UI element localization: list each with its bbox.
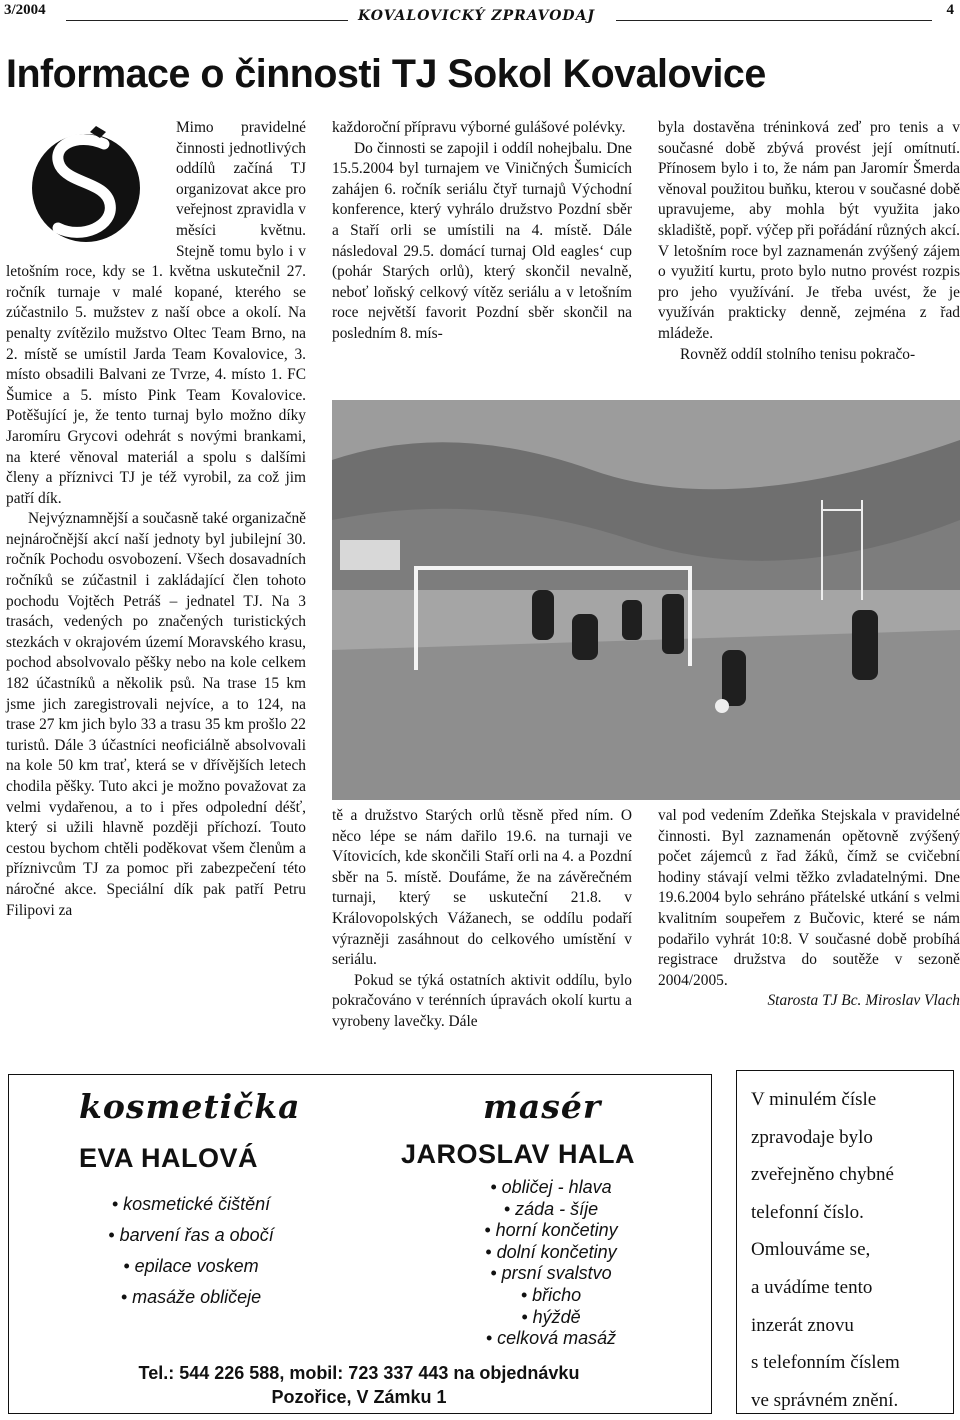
notice-line: ve správném znění. xyxy=(751,1389,899,1411)
signature: Starosta TJ Bc. Miroslav Vlach xyxy=(767,992,960,1010)
notice-line: a uvádíme tento xyxy=(751,1276,873,1298)
notice-line: telefonní číslo. xyxy=(751,1201,864,1223)
service-item: • kosmetické čištění xyxy=(111,1194,271,1214)
service-item: • záda - šíje xyxy=(503,1198,599,1219)
notice-line: V minulém čísle xyxy=(751,1089,877,1110)
paragraph: Rovněž oddíl stolního tenisu pokračo- xyxy=(680,345,916,363)
photo-illustration xyxy=(332,400,960,800)
paragraph: tě a družstvo Starých orlů těsně před ním. O něco lépe se nám dařilo 19.6. na turnaji ve Vítovicích, kde skončili Staří orli na 4. a Pozdní sběr na 5. místě. Doufáme, že na závěrečném turnaji, který se uskuteční 21.8. v Královopolských Vážanech, se oddílu podaří výrazněji zasáhnout do celkového umístění v seriálu. xyxy=(332,807,632,969)
notice-line: inzerát znovu xyxy=(751,1314,854,1336)
paragraph: val pod vedením Zdeňka Stejskala v pravidelné činnosti. Byl zaznamenán opětovně zvýšený počet zájemců z řad žáků, čímž se cvičební hodiny stávají velmi těžko zvladatelnými. Dne 19.6.2004 bylo sehráno přátelské utkání s velmi kvalitním soupeřem z Bučovic, které se nám podařilo vyhrát 10:8. V současné době probíhá registrace družstva do soutěže v sezoně 2004/2005. xyxy=(658,807,960,989)
issue-number: 3/2004 xyxy=(4,2,46,18)
sokol-logo-icon xyxy=(20,122,160,248)
ad-brand-cosmetician: kosmetička xyxy=(79,1087,301,1126)
paragraph: Mimo pravidelné činnosti jednotlivých oddílů začíná TJ organizovat akce pro veřejnost zpravidla v měsíci květnu. Stejně tomu bylo i v letošním roce, kdy se 1. května uskutečnil 27. ročník turnaje v malé kopané, kterého se zúčastnilo 5. mužstev z naší obce a okolí. Na penalty zvítězilo mužstvo Oltec Team Brno, na 2. místě se umístil Jarda Team Kovalovice, 3. místo obsadili Balvani ze Tvrze, 4. místo 1. FC Šumice a 5. místo Pink Team Kovalovice. Potěšující je, že tento turnaj bylo možno díky Jaromíru Grycovi odehrát s novými brankami, na které věnoval materiál a spolu s dalšími členy a příznivci TJ je též vyrobil, za což jim patří dík. xyxy=(6,119,306,507)
service-item: • břicho xyxy=(520,1284,582,1305)
header-rule-left xyxy=(66,20,348,21)
service-item: • prsní svalstvo xyxy=(490,1263,612,1284)
notice-line: Omlouváme se, xyxy=(751,1239,871,1261)
ad-brand-masseur: masér xyxy=(483,1087,602,1126)
article-column-2-top xyxy=(332,118,632,345)
ad-services-right xyxy=(431,1177,671,1350)
service-item: • obličej - hlava xyxy=(490,1177,612,1197)
header-rule-right xyxy=(616,20,932,21)
article-title: Informace o činnosti TJ Sokol Kovalovice xyxy=(6,52,766,96)
ad-phone: Tel.: 544 226 588, mobil: 723 337 443 na objednávku xyxy=(138,1363,580,1383)
service-item: • celková masáž xyxy=(485,1328,617,1349)
notice-line: s telefonním číslem xyxy=(751,1352,900,1374)
service-item: • hýždě xyxy=(521,1306,581,1327)
paragraph: byla dostavěna tréninková zeď pro tenis a v současné době zbývá provést její omítnutí. Přínosem bylo i to, že nám pan Jaromír Šmerda věnoval použitou buňku, kterou v současné době upravujeme, aby mohla být využita jako skladiště, popř. výčep při pořádání různých akcí. V letošním roce byl zaznamenán zvýšený zájem o využití kurtu, proto bylo nutno provést rozpis pro jeho využívání. Je třeba uvést, že je využíván prakticky denně, zejména z řad mládeže. xyxy=(658,119,960,342)
sokol-logo xyxy=(20,122,170,252)
service-item: • horní končetiny xyxy=(484,1220,618,1241)
paragraph: každoroční přípravu výborné gulášové polévky. xyxy=(332,119,626,136)
football-match-photo xyxy=(332,400,960,800)
service-item: • dolní končetiny xyxy=(485,1241,617,1262)
newspaper-name: KOVALOVICKÝ ZPRAVODAJ xyxy=(358,8,596,24)
service-item: • epilace voskem xyxy=(123,1256,259,1276)
paragraph: Pokud se týká ostatních aktivit oddílu, bylo pokračováno v terénních úpravách okolí kurtu a vyrobeny lavečky. Dále xyxy=(332,971,632,1030)
page-number: 4 xyxy=(946,2,954,18)
notice-line: zpravodaje bylo xyxy=(751,1126,873,1148)
ad-services-left xyxy=(71,1189,311,1313)
service-item: • barvení řas a obočí xyxy=(108,1225,274,1245)
paragraph: Do činnosti se zapojil i oddíl nohejbalu. Dne 15.5.2004 byl turnajem ve Viničných Šumicích zahájen 6. ročník seriálu čtyř turnajů Východní konference, který vyhrálo družstvo Pozdní sběr a Staří orli se umístili na 4. místě. Dále následoval 29.5. domácí turnaj Old eagles‘ cup (pohár Starých orlů), který skončil nevalně, neboť loňský celkový vítěz seriálu a v letošním roce největší favorit Pozdní sběr skončil na posledním 8. mís- xyxy=(332,139,632,342)
service-item: • masáže obličeje xyxy=(120,1287,262,1307)
correction-notice xyxy=(736,1070,954,1414)
page-header xyxy=(0,0,960,28)
article-column-1 xyxy=(6,118,306,921)
ad-address: Pozořice, V Zámku 1 xyxy=(271,1387,447,1407)
notice-line: zveřejněno chybné xyxy=(751,1164,894,1186)
advertisement-box xyxy=(8,1074,712,1414)
paragraph: Nejvýznamnější a současně také organizačně nejnáročnější akcí naší jednoty byl jubilejní 30. ročník Pochodu osvobození. Všech dosavadních ročníků se zúčastnil i zakládající člen tohoto pochodu Vojtěch Petráš – jednatel TJ. Na 3 trasách, vedených po značených turistických stezkách v okrajovém území Moravského krasu, pochod absolvovalo pěšky nebo na kole celkem 182 účastníků a několik psů. Na trase 15 km jsme jich zaregistrovali nejvíce, a to 124, na trase 27 km jich bylo 33 a trasu 35 km prošlo 22 turistů. Dále 3 účastníci neoficiálně absolvovali na kole 50 km trať, která se v dřívějších letech chodila pěšky. Tuto akci je možno považovat za velmi vydařenou, a to i přes odpolední déšť, který si užili hlavně později příchozí. Touto cestou bychom chtěli poděkovat všem členům a příznivcům TJ za pomoc při zabezpečení této náročné akce. Speciální dík pak patří Petru Filipovi za xyxy=(6,510,306,919)
ad-name-jaroslav-hala: JAROSLAV HALA xyxy=(401,1139,636,1169)
ad-name-eva-halova: EVA HALOVÁ xyxy=(79,1143,259,1173)
article-column-3-top xyxy=(658,118,960,365)
article-column-2-bottom xyxy=(332,806,632,1033)
article-column-3-bottom xyxy=(658,806,960,1012)
